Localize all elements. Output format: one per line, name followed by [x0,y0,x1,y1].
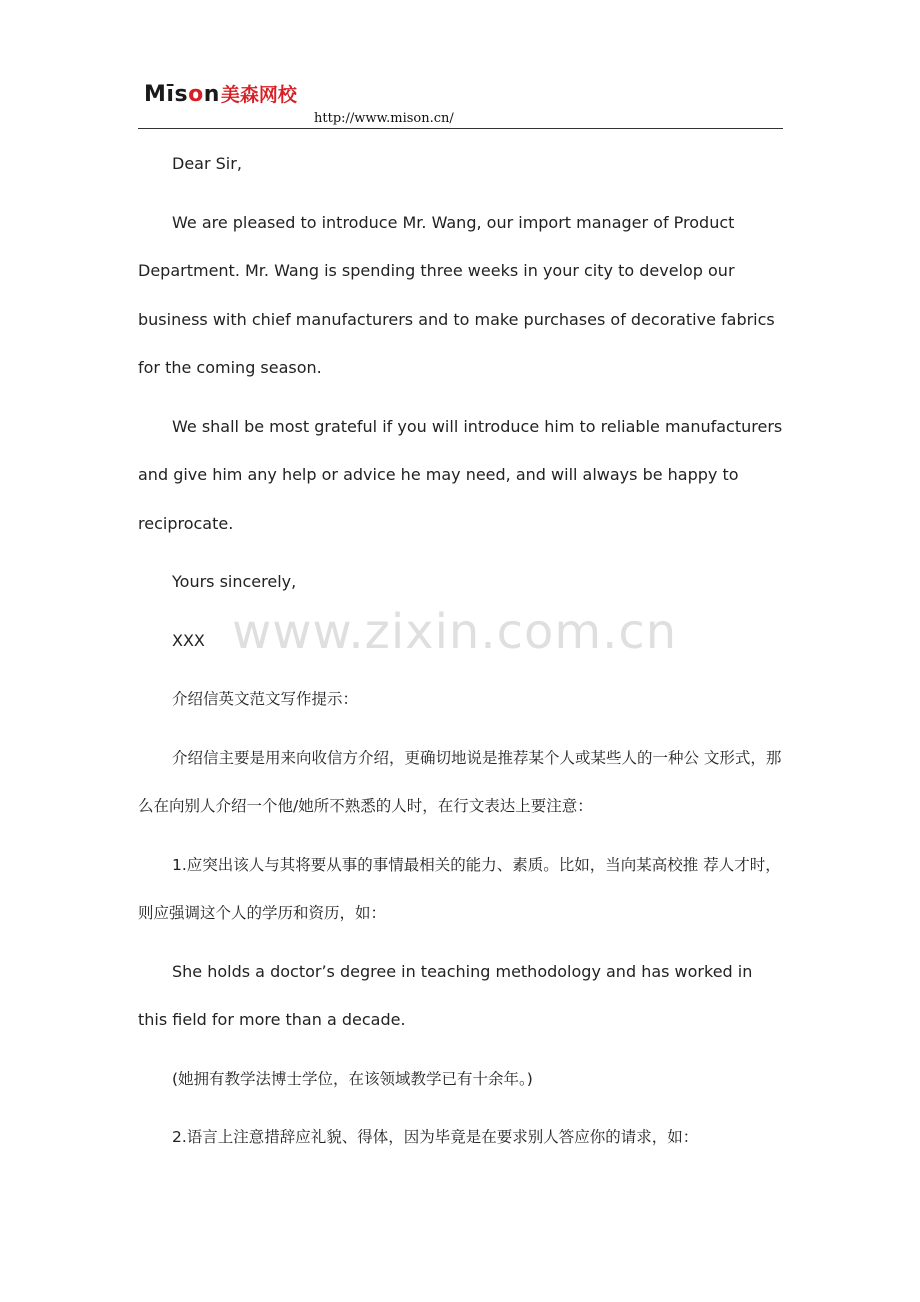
signature: XXX [172,630,205,650]
body-paragraph: We shall be most grateful if you will introduce him to reliable manufacturers and give him any help or advice he may need, and will always be happy to reciprocate. [138,416,783,533]
header-url[interactable]: http://www.mison.cn/ [314,111,454,126]
logo-chinese: 美森网校 [220,84,297,106]
salutation: Dear Sir, [172,154,242,173]
body-paragraph: We are pleased to introduce Mr. Wang, our import manager of Product Department. Mr. Wang is spending three weeks in your city to develop our business with chief manufacturers and to make purchases of decorative fabrics for the coming season. [138,212,775,377]
body-paragraph: 介绍信主要是用来向收信方介绍，更确切地说是推荐某个人或某些人的一种公 文形式，那么在向别人介绍一个他/她所不熟悉的人时，在行文表达上要注意： [138,748,782,815]
header-divider [138,128,783,129]
body-paragraph: 2.语言上注意措辞应礼貌、得体，因为毕竟是在要求别人答应你的请求，如： [172,1128,699,1146]
example-sentence: She holds a doctor’s degree in teaching methodology and has worked in this field for more than a decade. [138,961,753,1029]
mison-logo [144,82,297,108]
example-translation: (她拥有教学法博士学位，在该领域教学已有十余年。) [172,1069,533,1088]
watermark: www.zixin.com.cn [232,604,678,660]
section-heading: 介绍信英文范文写作提示： [172,690,359,708]
page-header [138,82,783,132]
logo-wordmark: Mīson [144,82,220,107]
closing: Yours sincerely, [172,572,297,591]
body-paragraph: 1.应突出该人与其将要从事的事情最相关的能力、素质。比如，当向某高校推 荐人才时，则应强调这个人的学历和资历，如： [138,855,781,922]
